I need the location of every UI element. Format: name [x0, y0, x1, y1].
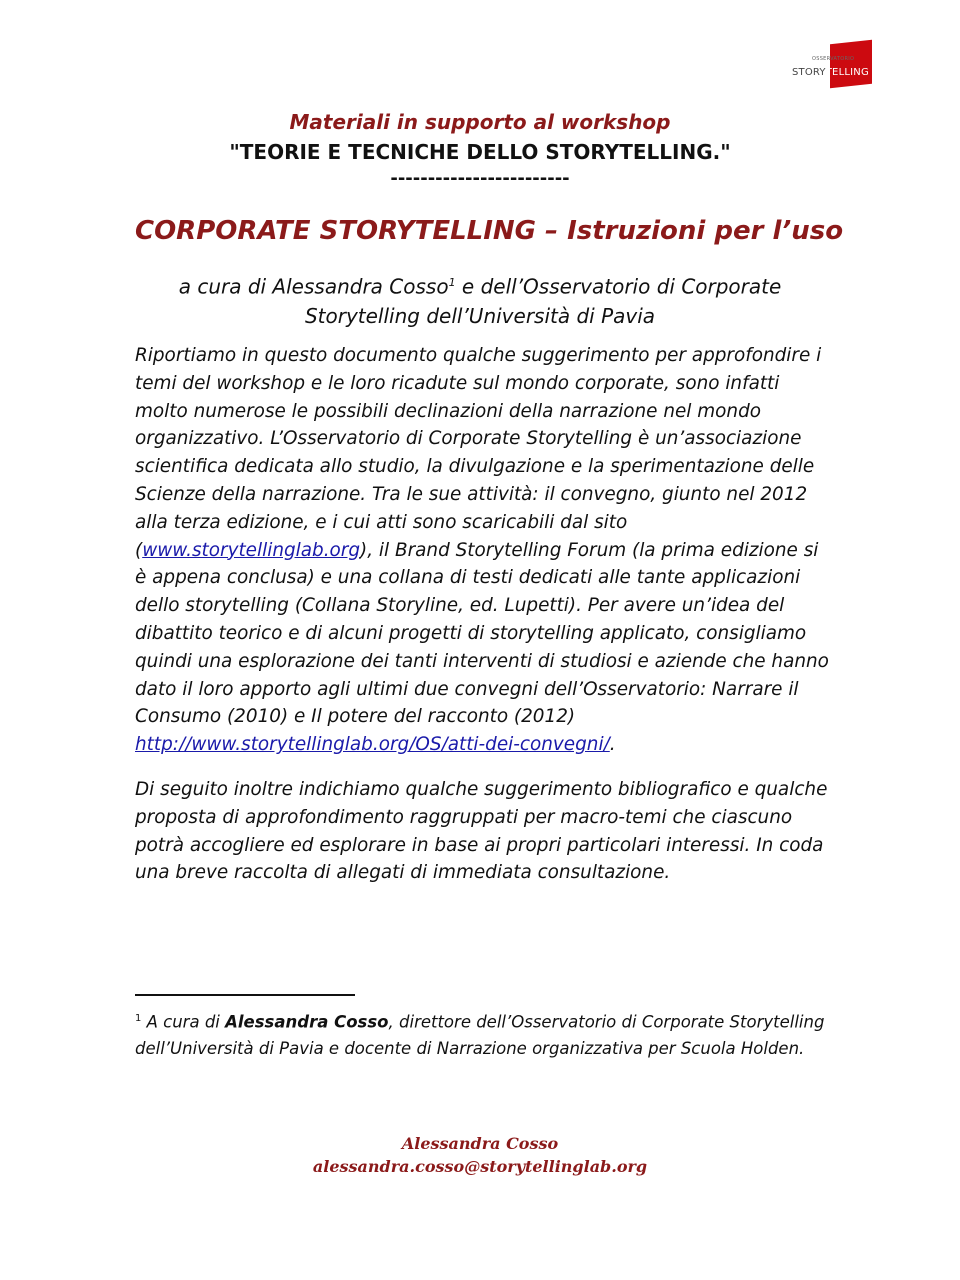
byline-part1: a cura di Alessandra Cosso — [178, 274, 449, 299]
footnote-suffix: , direttore dell’Osservatorio di Corporate Storytelling dell’Università di Pavia e docente di Narrazione organizzativa per Scuola Holden. — [135, 1012, 825, 1058]
footnote-divider — [135, 994, 355, 996]
byline — [0, 268, 960, 331]
footnote-reference[interactable]: 1 — [448, 276, 456, 289]
byline-part2: e dell’Osservatorio di Corporate — [455, 274, 782, 299]
intro-text-middle: ), il Brand Storytelling Forum (la prima edizione si è appena conclusa) e una collana di testi dedicati alle tante applicazioni dello storytelling (Collana Storyline, ed. Lupetti). Per avere un’idea del dibattito teorico e di alcuni progetti di storytelling applicato, consigliamo quindi una esplorazione dei tanti interventi di studiosi e aziende che hanno dato il loro apporto agli ultimi due convegni dell’Osservatorio: Narrare il Consumo (2010) e Il potere del racconto (2012) — [135, 539, 829, 728]
logo-wordmark — [792, 67, 869, 78]
header-workshop-title: "TEORIE E TECNICHE DELLO STORYTELLING." — [229, 140, 731, 164]
second-paragraph: Di seguito inoltre indichiamo qualche suggerimento bibliografico e qualche proposta di approfondimento raggruppati per macro-temi che ciascuno potrà accogliere ed esplorare in base ai propri particolari interessi. In coda una breve raccolta di allegati di immediata consultazione. — [135, 779, 828, 884]
intro-text-end: . — [609, 734, 616, 756]
signature-email[interactable]: alessandra.cosso@storytellinglab.org — [312, 1157, 648, 1176]
header-subtitle: Materiali in supporto al workshop — [289, 110, 671, 134]
logo-word-telling: TELLING — [825, 67, 869, 78]
logo-word-story: STORY — [792, 67, 826, 78]
signature-name: Alessandra Cosso — [401, 1134, 559, 1153]
footnote — [135, 1006, 835, 1062]
footnote-prefix: A cura di — [141, 1012, 226, 1032]
intro-text-start: Riportiamo in questo documento qualche suggerimento per approfondire i temi del workshop e le loro ricadute sul mondo corporate, sono infatti molto numerose le possibili declinazioni della narrazione nel mondo organizzativo. L’Osservatorio di Corporate Storytelling è un’associazione scientifica dedicata allo studio, la divulgazione e la sperimentazione delle Scienze della narrazione. Tra le sue attività: il convegno, giunto nel 2012 alla terza edizione, e i cui atti sono scaricabili dal sito ( — [135, 345, 822, 561]
footnote-author-name: Alessandra Cosso — [225, 1012, 389, 1032]
byline-line2: Storytelling dell’Università di Pavia — [304, 303, 656, 328]
header-dashes: ------------------------ — [390, 168, 570, 189]
intro-paragraph — [135, 342, 835, 759]
storytellinglab-link[interactable]: www.storytellinglab.org — [142, 539, 361, 561]
logo-red-square — [830, 40, 872, 88]
convegni-link[interactable]: http://www.storytellinglab.org/OS/atti-dei-convegni/ — [135, 734, 610, 756]
logo-small-text: OSSERVATORIO — [812, 56, 855, 62]
storytelling-logo — [790, 42, 872, 88]
document-title: CORPORATE STORYTELLING – Istruzioni per l’uso — [135, 216, 844, 246]
footnote-number: 1 — [135, 1013, 142, 1024]
